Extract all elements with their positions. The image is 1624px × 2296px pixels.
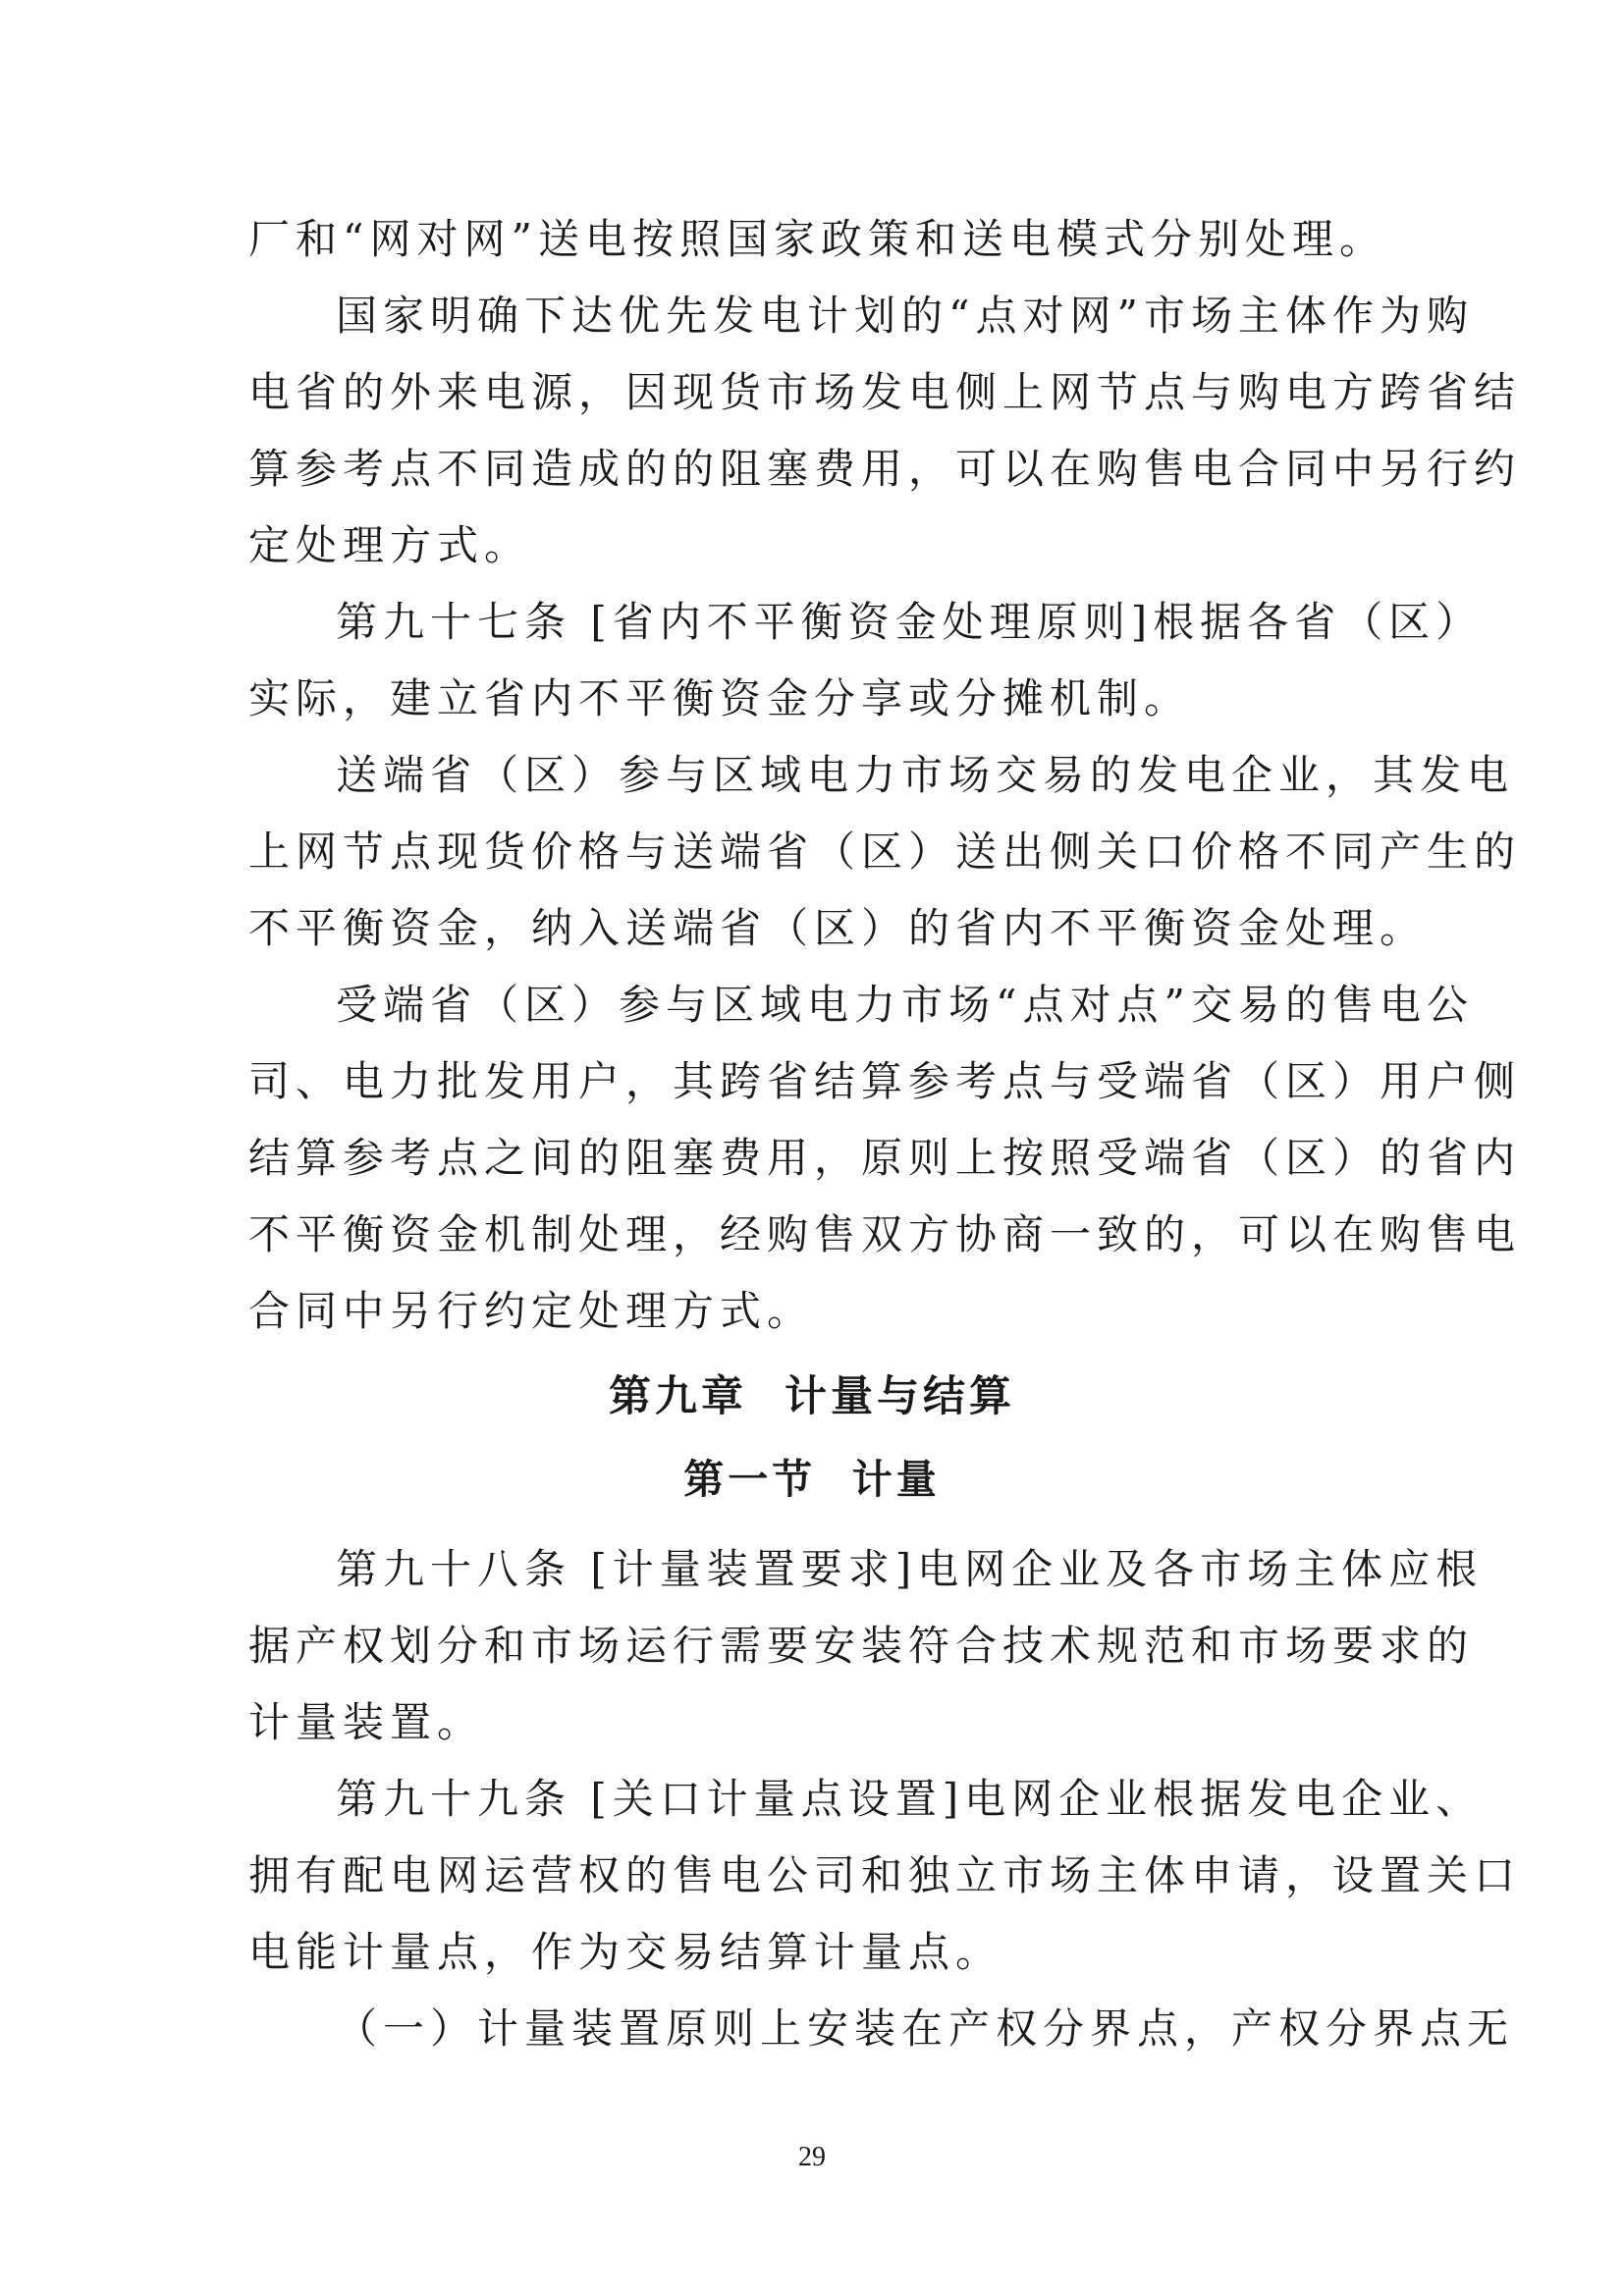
paragraph-line: 不平衡资金机制处理，经购售双方协商一致的，可以在购售电 bbox=[248, 1210, 1522, 1258]
paragraph-line: 定处理方式。 bbox=[248, 521, 532, 569]
article-97-heading-line: 第九十七条 [省内不平衡资金处理原则]根据各省（区） bbox=[336, 598, 1484, 646]
paragraph-line: 国家明确下达优先发电计划的“点对网”市场主体作为购 bbox=[336, 292, 1474, 340]
chapter-title: 第九章 计量与结算 bbox=[609, 1372, 1015, 1421]
paragraph-line: 电省的外来电源，因现货市场发电侧上网节点与购电方跨省结 bbox=[248, 368, 1522, 416]
paragraph-line: 厂和“网对网”送电按照国家政策和送电模式分别处理。 bbox=[248, 215, 1386, 263]
paragraph-line: （一）计量装置原则上安装在产权分界点，产权分界点无 bbox=[336, 2004, 1515, 2053]
paragraph-line: 算参考点不同造成的的阻塞费用，可以在购售电合同中另行约 bbox=[248, 445, 1522, 493]
paragraph-line: 电能计量点，作为交易结算计量点。 bbox=[248, 1928, 1003, 1976]
paragraph-line: 拥有配电网运营权的售电公司和独立市场主体申请，设置关口 bbox=[248, 1851, 1522, 1899]
article-98-heading-line: 第九十八条 [计量装置要求]电网企业及各市场主体应根 bbox=[336, 1545, 1484, 1593]
page-number: 29 bbox=[798, 2142, 826, 2172]
paragraph-line: 合同中另行约定处理方式。 bbox=[248, 1287, 815, 1335]
paragraph-line: 受端省（区）参与区域电力市场“点对点”交易的售电公 bbox=[336, 981, 1474, 1029]
section-title: 第一节 计量 bbox=[683, 1456, 941, 1503]
paragraph-line: 据产权划分和市场运行需要安装符合技术规范和市场要求的 bbox=[248, 1622, 1475, 1670]
paragraph-line: 不平衡资金，纳入送端省（区）的省内不平衡资金处理。 bbox=[248, 904, 1428, 952]
article-99-heading-line: 第九十九条 [关口计量点设置]电网企业根据发电企业、 bbox=[336, 1775, 1484, 1823]
paragraph-line: 送端省（区）参与区域电力市场交易的发电企业，其发电 bbox=[336, 751, 1515, 799]
paragraph-line: 司、电力批发用户，其跨省结算参考点与受端省（区）用户侧 bbox=[248, 1057, 1522, 1105]
paragraph-line: 计量装置。 bbox=[248, 1698, 485, 1746]
paragraph-line: 实际，建立省内不平衡资金分享或分摊机制。 bbox=[248, 674, 1192, 722]
paragraph-line: 结算参考点之间的阻塞费用，原则上按照受端省（区）的省内 bbox=[248, 1134, 1522, 1182]
paragraph-line: 上网节点现货价格与送端省（区）送出侧关口价格不同产生的 bbox=[248, 828, 1522, 876]
